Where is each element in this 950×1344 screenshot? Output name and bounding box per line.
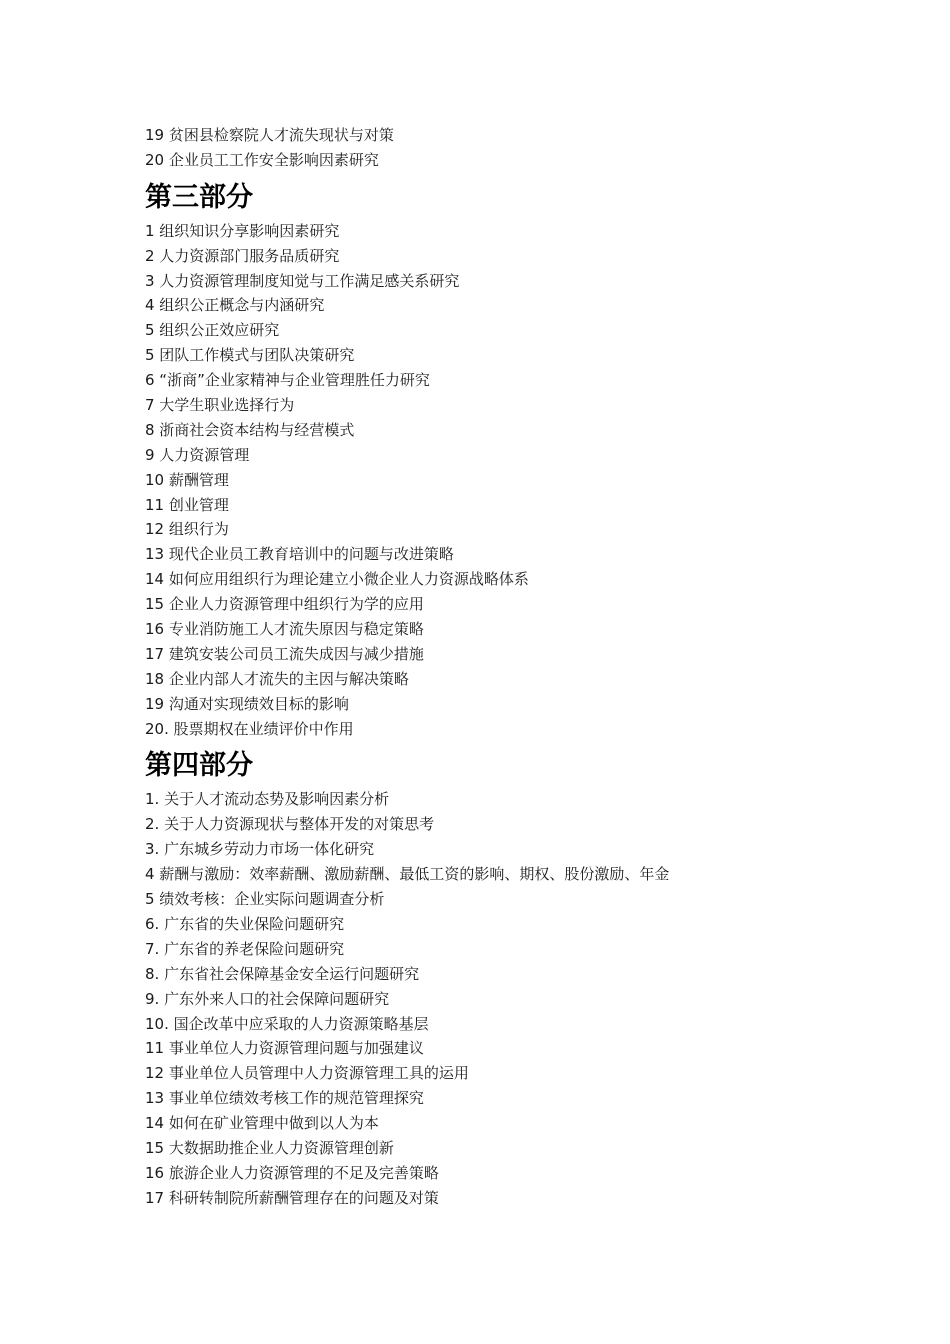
list-item: 11 事业单位人力资源管理问题与加强建议 (145, 1039, 424, 1058)
list-item: 13 事业单位绩效考核工作的规范管理探究 (145, 1089, 424, 1108)
list-item: 1. 关于人才流动态势及影响因素分析 (145, 790, 390, 809)
list-item: 20 企业员工工作安全影响因素研究 (145, 150, 379, 169)
list-item: 8. 广东省社会保障基金安全运行问题研究 (145, 964, 420, 983)
list-item: 15 企业人力资源管理中组织行为学的应用 (145, 595, 424, 614)
list-item: 9. 广东外来人口的社会保障问题研究 (145, 989, 390, 1008)
list-item: 6. 广东省的失业保险问题研究 (145, 914, 345, 933)
list-item: 16 专业消防施工人才流失原因与稳定策略 (145, 620, 424, 639)
list-item: 1 组织知识分享影响因素研究 (145, 221, 340, 240)
list-item: 9 人力资源管理 (145, 445, 250, 464)
list-item: 17 科研转制院所薪酬管理存在的问题及对策 (145, 1188, 439, 1207)
list-item: 5 组织公正效应研究 (145, 321, 280, 340)
list-item: 19 沟通对实现绩效目标的影响 (145, 694, 349, 713)
list-item: 7. 广东省的养老保险问题研究 (145, 939, 345, 958)
list-item: 8 浙商社会资本结构与经营模式 (145, 420, 355, 439)
section-heading-part4: 第四部分 (145, 750, 253, 782)
list-item: 7 大学生职业选择行为 (145, 396, 295, 415)
intro-list (145, 123, 865, 173)
list-item: 10 薪酬管理 (145, 470, 229, 489)
list-item: 19 贫困县检察院人才流失现状与对策 (145, 126, 394, 144)
list-item: 10. 国企改革中应采取的人力资源策略基层 (145, 1014, 429, 1033)
part3-list (145, 219, 865, 742)
list-item: 4 组织公正概念与内涵研究 (145, 296, 325, 315)
section-heading-part3: 第三部分 (145, 181, 253, 213)
part4-list (145, 787, 865, 1210)
list-item: 14 如何在矿业管理中做到以人为本 (145, 1114, 379, 1133)
list-item: 14 如何应用组织行为理论建立小微企业人力资源战略体系 (145, 570, 529, 589)
list-item: 13 现代企业员工教育培训中的问题与改进策略 (145, 545, 454, 564)
list-item: 11 创业管理 (145, 495, 229, 514)
list-item: 17 建筑安装公司员工流失成因与减少措施 (145, 644, 424, 663)
list-item: 3. 广东城乡劳动力市场一体化研究 (145, 840, 375, 859)
list-item: 18 企业内部人才流失的主因与解决策略 (145, 669, 409, 688)
list-item: 6 “浙商”企业家精神与企业管理胜任力研究 (145, 371, 430, 390)
list-item: 2. 关于人力资源现状与整体开发的对策思考 (145, 815, 435, 834)
document-page (145, 123, 865, 1211)
list-item: 12 事业单位人员管理中人力资源管理工具的运用 (145, 1064, 469, 1083)
list-item: 16 旅游企业人力资源管理的不足及完善策略 (145, 1163, 439, 1182)
list-item: 5 绩效考核：企业实际问题调查分析 (145, 890, 385, 909)
list-item: 5 团队工作模式与团队决策研究 (145, 346, 355, 365)
list-item: 15 大数据助推企业人力资源管理创新 (145, 1138, 394, 1157)
list-item: 3 人力资源管理制度知觉与工作满足感关系研究 (145, 271, 460, 290)
list-item: 12 组织行为 (145, 520, 229, 539)
list-item: 20. 股票期权在业绩评价中作用 (145, 719, 354, 738)
list-item: 2 人力资源部门服务品质研究 (145, 246, 340, 265)
list-item: 4 薪酬与激励：效率薪酬、激励薪酬、最低工资的影响、期权、股份激励、年金 (145, 865, 670, 884)
